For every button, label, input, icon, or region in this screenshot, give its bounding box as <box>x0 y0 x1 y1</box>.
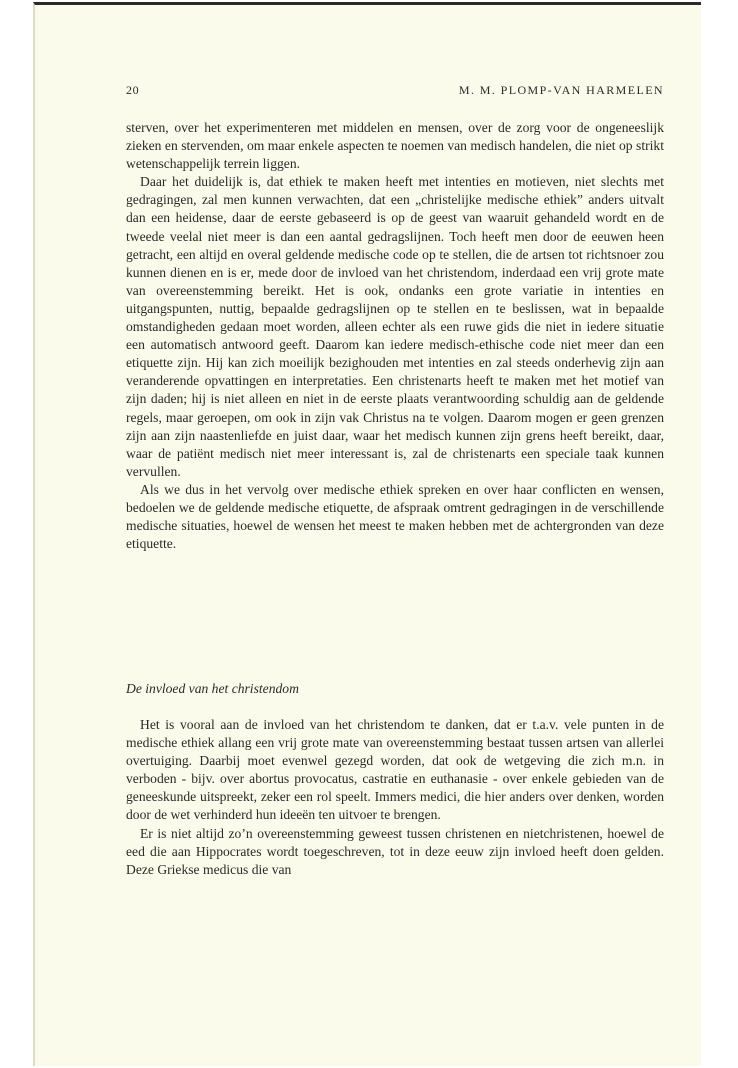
paragraph-hippocrates: Er is niet altijd zo’n overeenstemming geweest tussen christenen en nietchristenen, hoewel de eed die aan Hippocrates wordt toegeschreven, tot in deze eeuw zijn invloed heeft doen gelden. Deze Griekse medicus die van <box>126 825 664 877</box>
body-text <box>126 119 664 553</box>
paragraph-ethics: Daar het duidelijk is, dat ethiek te maken heeft met intenties en motieven, niet slechts met gedragingen, zal men kunnen verwachten, dat een „christelijke medische ethiek” anders uitvalt dan een heidense, daar de eerste gebaseerd is op de geest van waaruit gehandeld wordt en de tweede veelal niet meer is dan een aantal gedragslijnen. Toch heeft men door de eeuwen heen getracht, een altijd en overal geldende medische code op te stellen, die de artsen tot richtsnoer zou kunnen dienen en is er, mede door de invloed van het christendom, inderdaad een vrij grote mate van overeenstemming bereikt. Het is ook, ondanks een grote variatie in intenties en uitgangspunten, nuttig, bepaalde gedragslijnen op te stellen en te beslissen, wat in bepaalde omstandigheden gedaan moet worden, alleen echter als een ruwe gids die niet in iedere situatie een automatisch antwoord geeft. Daarom kan iedere medisch-ethische code niet meer dan een etiquette zijn. Hij kan zich moeilijk bezighouden met intenties en zal steeds onderhevig zijn aan veranderende opvattingen en interpretaties. Een christenarts heeft te maken met het motief van zijn daden; hij is niet alleen en niet in de eerste plaats verantwoording schuldig aan de geldende regels, maar geroepen, om ook in zijn vak Christus na te volgen. Daarom mogen er geen grenzen zijn aan zijn naastenliefde en juist daar, waar het medisch kunnen zijn grens heeft bereikt, daar, waar de patiënt medisch niet meer interessant is, zal de christenarts een speciale taak kunnen vervullen. <box>126 174 664 479</box>
section-heading: De invloed van het christendom <box>126 681 299 696</box>
section-body <box>126 716 664 879</box>
paragraph-etiquette: Als we dus in het vervolg over medische ethiek spreken en over haar conflicten en wensen, bedoelen we de geldende medische etiquette, de afspraak omtrent gedragingen in de verschillende medische situaties, hoewel de wensen het meest te maken hebben met de achtergronden van deze etiquette. <box>126 481 664 552</box>
paragraph-influence: Het is vooral aan de invloed van het christendom te danken, dat er t.a.v. vele punten in de medische ethiek allang een vrij grote mate van overeenstemming bestaat tussen artsen van allerlei overtuiging. Daarbij moet evenwel gezegd worden, dat ook de wetgeving die zich m.n. in verboden - bijv. over abortus provocatus, castratie en euthanasie - over enkele gebieden van de geneeskunde uitspreekt, zeker een rol speelt. Immers medici, die hier anders over denken, worden door de wet verhinderd hun ideeën ten uitvoer te brengen. <box>126 717 664 823</box>
page-header <box>126 83 664 101</box>
running-head: M. M. PLOMP-VAN HARMELEN <box>458 83 664 97</box>
paragraph-continuation: sterven, over het experimenteren met middelen en mensen, over de zorg voor de ongeneeslijk zieken en stervenden, om maar enkele aspecten te noemen van medisch handelen, die niet op strikt wetenschappelijk terrein liggen. <box>126 120 664 172</box>
page-number: 20 <box>126 83 140 97</box>
